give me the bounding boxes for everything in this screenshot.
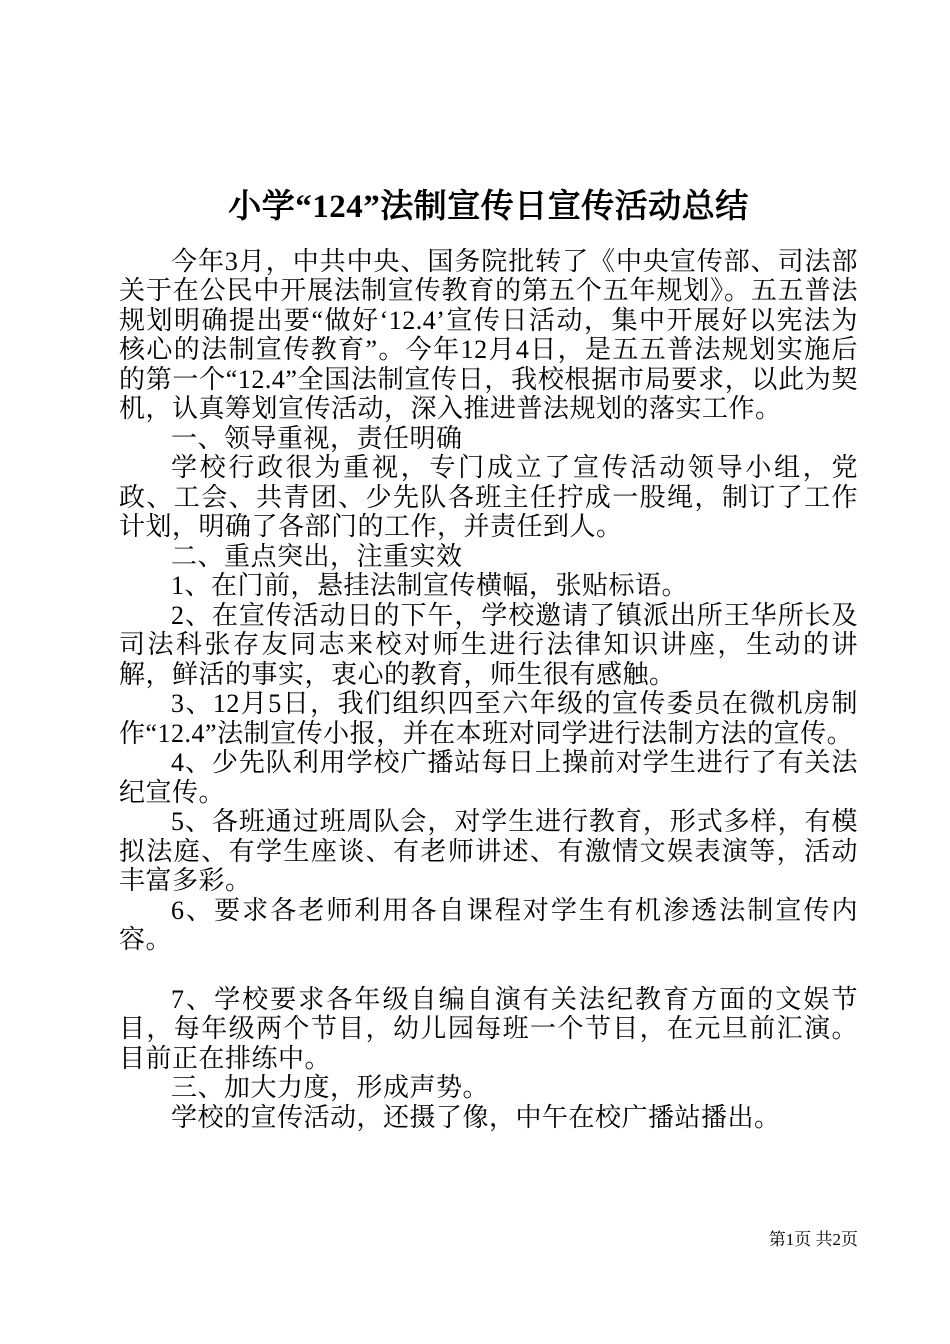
paragraph: 学校行政很为重视，专门成立了宣传活动领导小组，党政、工会、共青团、少先队各班主任拧成一股绳，制订了工作计划，明确了各部门的工作，并责任到人。 bbox=[119, 453, 858, 542]
paragraph-intro: 今年3月，中共中央、国务院批转了《中央宣传部、司法部关于在公民中开展法制宣传教育的第五个五年规划》。五五普法规划明确提出要“做好‘12.4’宣传日活动，集中开展好以宪法为核心的法制宣传教育”。今年12月4日，是五五普法规划实施后的第一个“12.4”全国法制宣传日，我校根据市局要求，以此为契机，认真筹划宣传活动，深入推进普法规划的落实工作。 bbox=[119, 246, 858, 424]
paragraph-item-3: 3、12月5日，我们组织四至六年级的宣传委员在微机房制作“12.4”法制宣传小报，并在本班对同学进行法制方法的宣传。 bbox=[119, 689, 858, 748]
page-footer bbox=[769, 1230, 858, 1250]
page-number-label: 第1页 共2页 bbox=[768, 1230, 858, 1249]
paragraph-item-2: 2、在宣传活动日的下午，学校邀请了镇派出所王华所长及司法科张存友同志来校对师生进行法律知识讲座，生动的讲解，鲜活的事实，衷心的教育，师生很有感触。 bbox=[119, 600, 858, 689]
paragraph-closing: 学校的宣传活动，还摄了像，中午在校广播站播出。 bbox=[171, 1102, 781, 1132]
paragraph-item-1: 1、在门前，悬挂法制宣传横幅，张贴标语。 bbox=[171, 571, 689, 601]
document-body bbox=[119, 186, 858, 1132]
paragraph-item-5: 5、各班通过班周队会，对学生进行教育，形式多样，有模拟法庭、有学生座谈、有老师讲述、有激情文娱表演等，活动丰富多彩。 bbox=[119, 807, 858, 896]
paragraph-heading-1: 一、领导重视，责任明确 bbox=[171, 423, 463, 453]
paragraph-item-6: 6、要求各老师利用各自课程对学生有机渗透法制宣传内容。 bbox=[119, 895, 858, 955]
paragraph-item-7: 7、学校要求各年级自编自演有关法纪教育方面的文娱节目，每年级两个节目，幼儿园每班一个节目，在元旦前汇演。目前正在排练中。 bbox=[119, 984, 858, 1073]
paragraph-heading-3: 三、加大力度，形成声势。 bbox=[171, 1073, 490, 1103]
paragraph-item-4: 4、少先队利用学校广播站每日上操前对学生进行了有关法纪宣传。 bbox=[119, 748, 858, 807]
document-title: 小学“124”法制宣传日宣传活动总结 bbox=[228, 189, 749, 225]
paragraph-heading-2: 二、重点突出，注重实效 bbox=[171, 541, 463, 571]
